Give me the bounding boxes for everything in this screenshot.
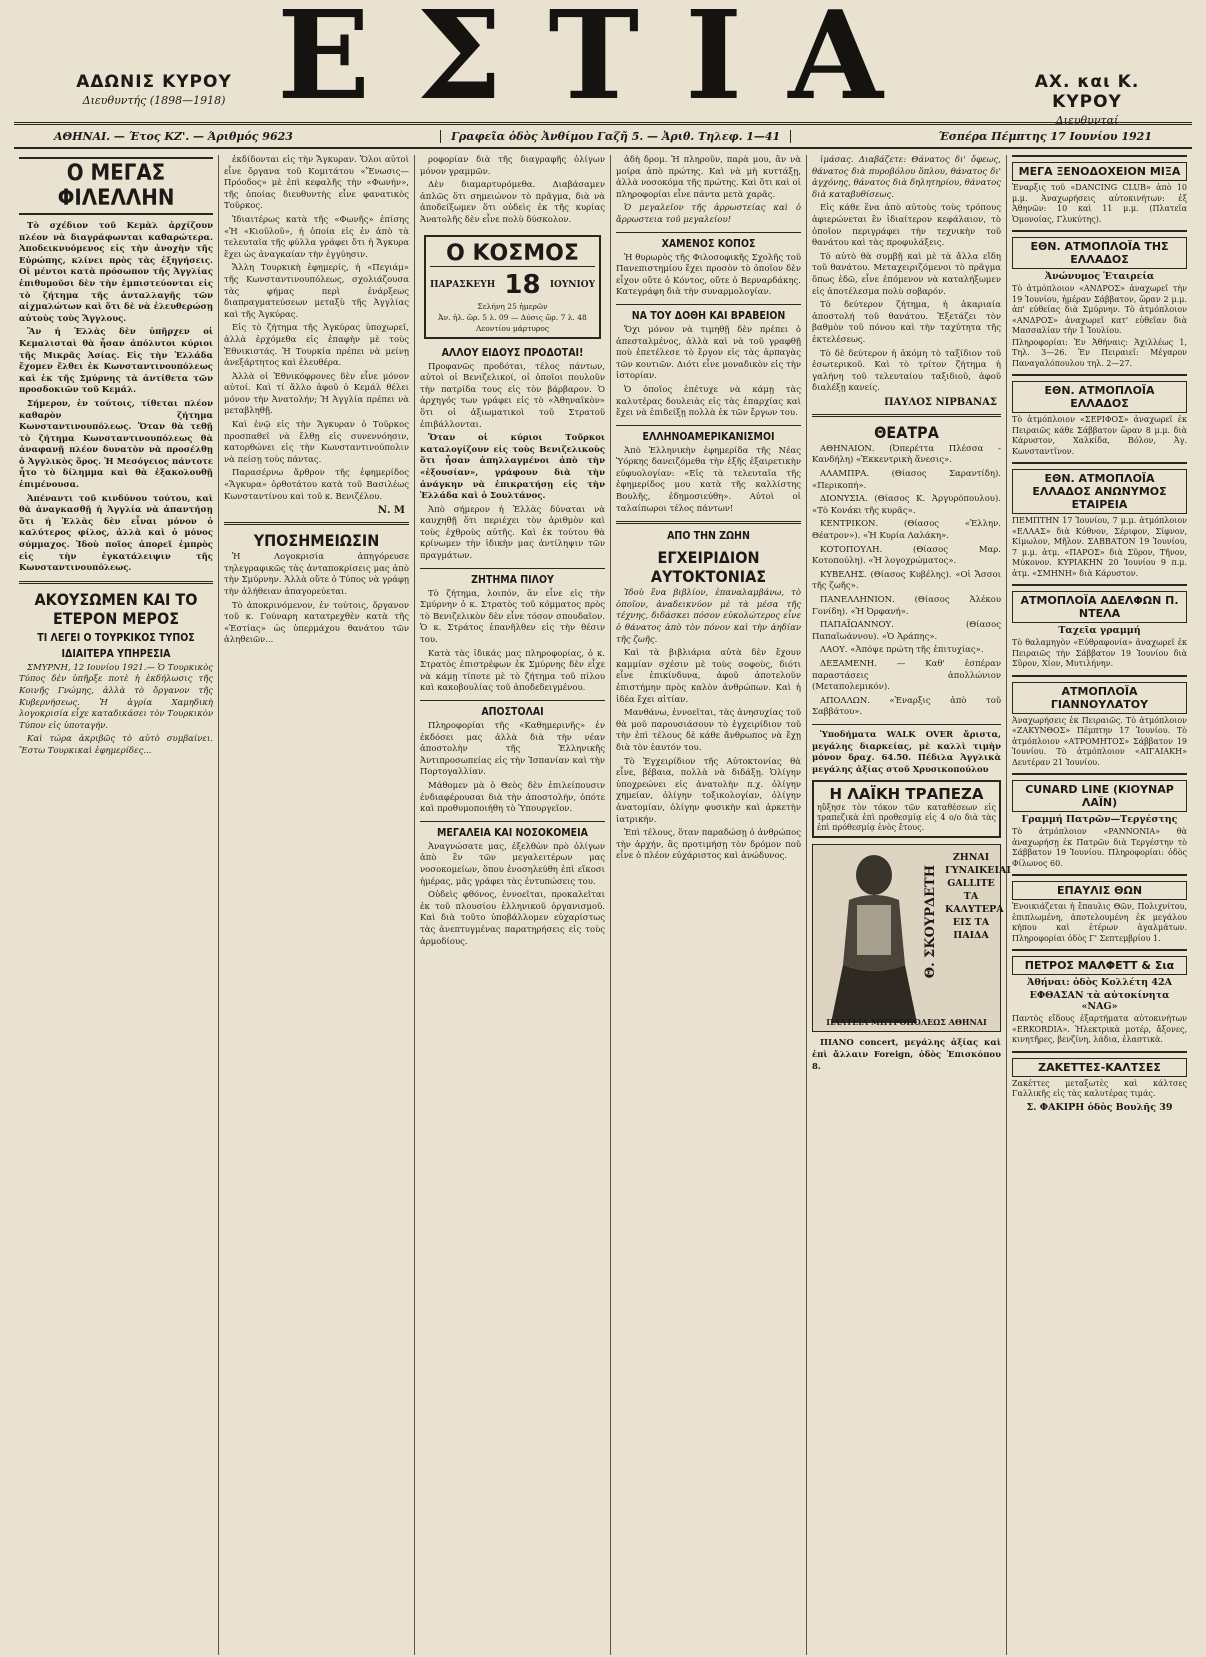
article-heading: Ο ΜΕΓΑΣ ΦΙΛΕΛΛΗΝ: [19, 157, 213, 215]
ad-text: Ἐναρξις τοῦ «DANCING CLUB» ἀπὸ 10 μ.μ. Ἀναχωρήσεις αὐτοκινήτων: ἐξ Ἀθηνῶν: 10 καὶ 11 μ.μ. (Πλατεῖα Ὁμονοίας, Γλυκύτης).: [1012, 183, 1187, 224]
bank-advertisement: [812, 780, 1001, 838]
calendar-date-number: 18: [504, 269, 541, 300]
ad-title: ΕΠΑΥΛΙΣ ΘΩΝ: [1012, 881, 1187, 900]
article-paragraph: ἀδὴ δρομ. Ἡ πληροῦν, παρὰ μου, ἂν νὰ μοίρα ἀπὸ πρώτης. Καὶ νὰ μὴ κυττάξῃ, ἀλλὰ νοσοκόμα τῆς πρώτης. Καὶ ὅτι καὶ οἱ πληροφορίαι εἶνε πάντα μετὰ χαρᾶς.: [616, 155, 801, 200]
column-2: [219, 155, 415, 1655]
article-paragraph: Ὄχι μόνον νὰ τιμηθῇ δὲν πρέπει ὁ ἀπεσταλμένος, ἀλλὰ καὶ νὰ τοῦ γραφθῇ ποὺ ἐπετέλεσε τὸ ἔργον εἰς τὰς ἁρπαγὰς τῶν κουτιῶν. Διότι εἶνε μοναδικὸν εἰς τὴν ἱστορίαν.: [616, 324, 801, 382]
ad-text: Τὸ ἀτμόπλοιον «ΑΝΔΡΟΣ» ἀναχωρεῖ τὴν 19 Ἰουνίου, ἡμέραν Σάββατον, ὥραν 2 μ.μ. ἀπ' εὐθείας διὰ Σμύρνην. Τὸ ἀτμόπλοιον «ΑΝΔΡΟΣ» ἀναχωρεῖ κατ' εὐθεῖαν διὰ Μασσαλίαν τὴν 1 Ἰουλίου.: [1012, 284, 1187, 335]
shipping-advertisement: [1012, 230, 1187, 374]
bank-name: Η ΛΑΪΚΗ ΤΡΑΠΕΖΑ: [829, 785, 984, 804]
theater-listing: ΔΕΞΑΜΕΝΗ. — Καθ' ἑσπέραν παραστάσεις ἀπολλώνιον (Μεταπολεμικόν).: [812, 658, 1001, 693]
theater-listing: ΛΑΟΥ. «Ἀπόψε πρώτη τῆς ἐπιτυχίας».: [820, 645, 984, 656]
article-heading: ΧΑΜΕΝΟΣ ΚΟΠΟΣ: [661, 237, 756, 250]
article-paragraph: Ὁ μεγαλεῖον τῆς ἀρρωστείας καὶ ὁ ἄρρωστεια τοῦ μεγαλείου!: [616, 203, 801, 225]
ad-subtitle: Ἀθήναι: ὁδὸς Κολλέτη 42Α: [1027, 977, 1172, 988]
article-paragraph: Τὸ δὲ δεύτερον ἡ ἀκόμη τὸ ταξίδιον τοῦ ἐσωτερικοῦ. Καὶ τὸ τρίτον ζήτημα ἡ γαλήνη τοῦ τελευταίου ταξιδιοῦ, ἀφοῦ διαλέξῃ κανείς.: [812, 348, 1001, 394]
shipping-advertisement: [1012, 675, 1187, 774]
founder-role: Διευθυντής (1898—1918): [82, 94, 226, 107]
article-paragraph: Ἀλλὰ οἱ Ἐθνικόφρονες δὲν εἶνε μόνον αὐτοί. Καὶ τί ἄλλο ἀφοῦ ὁ Κεμάλ θέλει μόνον τὴν Ἀνατολήν; Ἡ Ἀγγλία πρέπει νὰ μεταβληθῇ.: [224, 371, 409, 417]
ad-title: ΕΘΝ. ΑΤΜΟΠΛΟΪΑ ΕΛΛΑΔΟΣ ΑΝΩΝΥΜΟΣ ΕΤΑΙΡΕΙΑ: [1012, 469, 1187, 514]
shop-address: ΠΛΑΤΕΙΑ ΜΗΤΡΟΠΟΛΕΩΣ ΑΘΗΝΑΙ: [826, 1017, 987, 1028]
article-paragraph: Τὸ δεύτερον ζήτημα, ἡ ἀκαριαία ἀποστολή τοῦ θανάτου. Ἐξετάζει τὸν βαθμὸν τοῦ πόνου καὶ τὴν ταχύτητα τῆς ἐκτελέσεως.: [812, 300, 1001, 345]
article-paragraph: ΣΜΥΡΝΗ, 12 Ιουνίου 1921.— Ὁ Τουρκικὸς Τύπος δὲν ὑπῆρξε ποτὲ ἡ ἐκδήλωσις τῆς Κοινῆς Γνώμης, ἀλλὰ τὸ ὄργανον τῆς Κυβερνήσεως. Ἡ ἀγρία Χαμηδικὴ λογοκρισία εἶχε καταδικάσει τὸν Τουρκικὸν Τύπον εἰς ὑποταγήν.: [19, 662, 213, 731]
clothing-advertisement: [1012, 1051, 1187, 1119]
calendar-month: ΙΟΥΝΙΟΥ: [549, 279, 595, 290]
shipping-advertisement: [1012, 374, 1187, 462]
calendar-sun: Ἀν. ἡλ. ὥρ. 5 λ. 09 — Δύσις ὥρ. 7 λ. 48: [438, 312, 587, 322]
theater-listing: ΠΑΝΕΛΛΗΝΙΟΝ. (Θίασος Ἀλέκου Γονίδη). «Ἡ Ὀρφανή».: [812, 595, 1001, 617]
article-paragraph: ἐκδίδονται εἰς τὴν Ἄγκυραν. Ὅλοι αὐτοὶ εἶνε ὄργανα τοῦ Κομιτάτου «Ἕνωσις—Πρόοδος» μὲ ἐπὶ κεφαλῆς τὴν «Φωνήν», τῆς ὁποίας διευθυντὴς εἶνε φανατικὸς Τοῦρκος.: [224, 155, 409, 212]
article-heading: ΖΗΤΗΜΑ ΠΙΛΟΥ: [471, 573, 554, 586]
calendar-date-row: [430, 270, 595, 300]
article-paragraph: Κατὰ τὰς ἰδικάς μας πληροφορίας, ὁ κ. Στρατὸς ἐπιστρέφων ἐκ Σμύρνης δὲν εἶχε νὰ κάμῃ τίποτε μὲ τὸ ζήτημα τοῦ πίλου καὶ κακοβουλίας τοῦ ἀποδεδειγμένου.: [420, 648, 605, 694]
ad-text: Ἀναχωρήσεις ἐκ Πειραιῶς. Τὸ ἀτμόπλοιον «ΖΑΚΥΝΘΟΣ» Πέμπτην 17 Ἰουνίου. Τὸ ἀτμόπλοιον «ΑΤΡΟΜΗΤΟΣ» Σάββατον 19 Ἰουνίου. Τὸ ἀτμόπλοιον «ΑΙΓΑΙΑΚΗ» Δευτέραν 21 Ἰουνίου.: [1012, 715, 1187, 767]
article-paragraph: Ἀπὸ σήμερον ἡ Ἑλλὰς δύναται νὰ καυχηθῇ ὅτι περιέχει τὸν ἀριθμὸν καὶ τοὺς ἐχθροὺς αὐτῆς. Καὶ ἐκ τούτου θὰ κρίνωμεν τὴν ἰδικὴν μας ἀντίληψιν τῶν πραγμάτων.: [420, 504, 605, 562]
article-paragraph: Ἰδιαιτέρως κατὰ τῆς «Φωνῆς» ἐπίσης «Ἡ «Κιοῦλοῦ», ἡ ὁποία εἰς ἐν ἀπὸ τὰ τελευταῖα τῆς φύλλα γράφει ὅτι ἡ Ἄγκυρα ἔχει ὡς ἀναγκαίαν τὴν ἐγγύησιν.: [224, 214, 409, 260]
divider: [616, 304, 801, 305]
article-paragraph: Ἀπέναντι τοῦ κινδύνου τούτου, καὶ θὰ ἀναγκασθῇ ἡ Ἀγγλία νὰ ἀπαντήσῃ ὅτι ἡ Ἑλλὰς δὲν εἶναι μόνον ὁ καλύτερος φίλος, ἀλλὰ καὶ ὁ μόνος σύμμαχος. Ἰδοὺ ποῖος ἀπορεῖ ἐμπρὸς εἰς τὴν ἐγκατάλειψιν τῆς Κωνσταντινουπόλεως.: [19, 493, 213, 574]
article-paragraph: Σήμερον, ἐν τούτοις, τίθεται πλέον καθαρὸν ζήτημα Κωνσταντινουπόλεως. Ὅταν θὰ τεθῇ τὸ ζήτημα Κωνσταντινουπόλεως θὰ ἀναφανῇ πλέον δυνατὸν νὰ προσέλθῃ ὁ Ἀγγλικὸς ὅρος. Ἡ Μεσόγειος πάντοτε ἦτο τὸ δίλημμα καὶ θὰ ἐξακολουθῇ ἐπιμένουσα.: [19, 398, 213, 491]
shoe-advertisement: Ὑποδήματα WALK OVER ἄριστα, μεγάλης διαρκείας, μὲ καλλὶ τιμὴν μόνον δραχ. 64.50. Πέδιλα Ἀγγλικὰ μεγάλης ἀξίας στοῦ Χρυσικοπούλου: [812, 729, 1001, 775]
ad-text: Τὸ ἀτμόπλοιον «ΣΕΡΙΦΟΣ» ἀναχωρεῖ ἐκ Πειραιῶς κάθε Σάββατον ὥραν 8 μ.μ. διὰ Κάρυστον, Χαλκίδα, Βόλον, Ἀγ. Κωνσταντῖνον.: [1012, 415, 1187, 456]
ad-title: ΕΘΝ. ΑΤΜΟΠΛΟΪΑ ΕΛΛΑΔΟΣ: [1012, 381, 1187, 413]
ad-text: Παντὸς εἴδους ἐξαρτήματα αὐτοκινήτων «ERKORDIA». Ἠλεκτρικὰ μοτέρ, ἄξονες, κινητῆρες, βενζίνη, λάδια, ἐλαστικὰ.: [1012, 1014, 1187, 1044]
corset-advertisement: [812, 844, 1011, 1032]
shipping-advertisement: [1012, 773, 1187, 874]
article-paragraph: Μάθομεν μὰ ὁ Θεὸς δὲν ἐπιλείπουσιν ἐνδιαφέρουσαι διὰ τὴν ἀποστολήν, ὁπότε καὶ προθυμοποιήθη τὸ Ὑπουργεῖον.: [420, 780, 605, 815]
automobile-advertisement: [1012, 949, 1187, 1051]
ad-subtitle: Γραμμή Πατρῶν—Τεργέστης: [1021, 814, 1178, 825]
piano-advertisement: ΠΙΑΝΟ concert, μεγάλης ἀξίας καὶ ἐπὶ ἄλλαιν Foreign, ὁδὸς Ἐπισκόπου 8.: [812, 1038, 1001, 1072]
ad-info: Πληροφορίαι: Ἐν Ἀθήναις: Ἀχιλλέως 1, Τηλ. 3—26. Ἐν Πειραιεῖ: Μέγαρον Παναγαλόπουλου τηλ. 2—27.: [1012, 337, 1187, 368]
ad-title: ΠΕΤΡΟΣ ΜΑΛΦΕΤΤ & Σια: [1012, 956, 1187, 975]
article-heading: ΑΠΟΣΤΟΛΑΙ: [481, 706, 544, 718]
issue-date: Έσπέρα Πέμπτης 17 Ιουνίου 1921: [938, 129, 1152, 143]
article-paragraph: Προφανῶς προδόται, τέλος πάντων, αὐτοὶ οἱ Βενιζελικοί, οἱ ὁποῖοι πουλοῦν τὴν πατρίδα τους εἰς τὸν βάρβαρον. Ὁ ἀρχηγός των γράφει εἰς τὸ «Ἀθηναϊκὸν» ὅτι οἱ ἀξιωματικοὶ τοῦ Στρατοῦ ἐπιβάλλονται.: [420, 361, 605, 430]
newspaper-title: ΕΣΤΙΑ: [277, 0, 929, 127]
section-banner: ΑΠΟ ΤΗΝ ΖΩΗΝ: [667, 530, 750, 543]
theater-listing: ΑΠΟΛΛΩΝ. «Ἐναρξις ἀπὸ τοῦ Σαββάτου».: [812, 695, 1001, 718]
article-paragraph: Τὸ ἀποκρινόμενον, ἐν τούτοις, ὄργανον τοῦ κ. Γούναρη κατατρεχθὲν κατὰ τῆς «Ἑστίας» ὡς ὑπερμάχου θανάτου τῶν ἀληθειῶν...: [224, 600, 409, 646]
ad-title: ΖΑΚΕΤΤΕΣ-ΚΑΛΤΣΕΣ: [1012, 1058, 1187, 1077]
article-paragraph: Τὸ ζήτημα, λοιπόν, ἂν εἶνε εἰς τὴν Σμύρνην ὁ κ. Στρατὸς τοῦ κόμματος πρὸς τὸ Βενιζελικὸν δὲν εἶνε τόσον σπουδαῖον. Ὁ κ. Στράτος ἐπανῆλθεν εἰς τὴν θέσιν του.: [420, 588, 605, 646]
divider: [420, 568, 605, 569]
calendar-day: ΠΑΡΑΣΚΕΥΗ: [430, 279, 496, 290]
article-heading: ΑΛΛΟΥ ΕΙΔΟΥΣ ΠΡΟΔΟΤΑΙ!: [441, 346, 584, 359]
article-paragraph: Ὅταν οἱ κύριοι Τοῦρκοι καταλογίζουν εἰς τοὺς Βενιζελικοὺς ὅτι ἦσαν ἀπηλλαγμένοι ἀπὸ τὴν «ἐξουσίαν», γράφουν διὰ τὴν ἀνάγκην νὰ ἐπικρατήσῃ εἰς τὴν Ἑλλάδα καὶ ὁ Σουλτάνος.: [420, 433, 605, 502]
divider: [420, 821, 605, 822]
office-info: Γραφεῖα ὁδὸς Ἀνθίμου Γαζῆ 5. — Ἀριθ. Τηλεφ. 1—41: [440, 130, 791, 143]
column-6: [1007, 155, 1192, 1655]
corset-text: ΖΗΝΑΙ ΓΥΝΑΙΚΕΙΑΙ GALLITE ΤΑ ΚΑΛΥΤΕΡΑ ΕΙΣ ΤΑ ΠΑΙΔΑ: [945, 852, 1011, 942]
column-1: [14, 155, 219, 1655]
article-paragraph: Μανθάνω, ἐννοεῖται, τὰς ἀνησυχίας τοῦ θὰ μοῦ παρουσιάσουν τὸ ἐγχειρίδιον τοῦ τὴν ἐπὶ τέλους δὲ κάθε ἄνθρωπος νὰ ἔχῃ διὰ τὸν ἑαυτόν του.: [616, 708, 801, 753]
ad-subtitle: Ἀνώνυμος Ἑταιρεία: [1044, 271, 1155, 282]
article-subheading: ΙΔΙΑΙΤΕΡΑ ΥΠΗΡΕΣΙΑ: [61, 647, 171, 660]
theaters-heading: ΘΕΑΤΡΑ: [874, 422, 939, 442]
theater-listing: ΔΙΟΝΥΣΙΑ. (Θίασος Κ. Ἀργυρόπουλου). «Τὸ Κονάκι τῆς κυρᾶς».: [812, 494, 1001, 516]
column-4: [611, 155, 807, 1655]
article-paragraph: Ἂν ἡ Ἑλλὰς δὲν ὑπῆρχεν οἱ Κεμαλισταὶ θὰ ἦσαν ἀπόλυτοι κύριοι τῆς Μικρᾶς Ἀσίας. Εἰς τὴν Ἑλλάδα ἔχομεν ἔλθει ἐκ Κωνσταντινουπόλεως καὶ ἐκ τῆς Σμύρνης τὰ ἀντίθετα τῶν προσδοκιῶν τοῦ Κεμάλ.: [19, 327, 213, 396]
article-paragraph: Ἄλλη Τουρκικὴ ἐφημερίς, ἡ «Πεγιάμ» τῆς Κωνσταντινουπόλεως, σχολιάζουσα τὰς φήμας περὶ ἐνάρξεως διαπραγματεύσεων μεταξὺ τῆς Ἀγγλίας καὶ τῆς Ἀγκύρας.: [224, 263, 409, 320]
theater-listing: ΠΑΠΑΪΩΑΝΝΟΥ. (Θίασος Παπαϊωάννου). «Ὁ Ἀράπης».: [812, 620, 1001, 642]
article-paragraph: ροφορίαν διὰ τῆς διαγραφῆς ὀλίγων μόνον γραμμῶν.: [420, 155, 605, 177]
theater-listing: ΑΘΗΝΑΙΟΝ. (Ὀπερέττα Πλέσσα - Κανδήλη) «Ἐκκεντρικὴ ἄνεσις».: [812, 443, 1001, 466]
masthead: [14, 0, 1192, 127]
article-heading: ΜΕΓΑΛΕΙΑ ΚΑΙ ΝΟΣΟΚΟΜΕΙΑ: [437, 826, 588, 839]
article-paragraph: Ἀναγνώσατε μας, ἐξελθὼν πρὸ ὀλίγων ἀπὸ ἓν τῶν μεγαλειτέρων μας νοσοκομείων, ὅπου ἐνοσηλεύθη ἐπὶ εἴκοσι ἡμέρας, μᾶς γράφει τὰς ἐντυπώσεις του.: [420, 841, 605, 887]
article-heading: ΕΛΛΗΝΟΑΜΕΡΙΚΑΝΙΣΜΟΙ: [642, 430, 775, 443]
calendar-saint: Λεοντίου μάρτυρος: [475, 323, 550, 333]
article-paragraph: Ὁ ὁποῖος ἐπέτυχε νὰ κάμῃ τὰς καλυτέρας δουλειὰς εἰς τὰς ἐπαρχίας καὶ ἔχει νὰ ἐπιδείξῃ πολλὰ ἐκ τῶν ἔργων του.: [616, 384, 801, 419]
masthead-left: [69, 72, 239, 107]
ad-text: Τὸ θαλαμηγὸν «Εὐθραφονία» ἀναχωρεῖ ἐκ Πειραιῶς τὴν Σάββατον 19 Ἰουνίου διὰ Σῦρον, Χίον, Μυτιλήνην.: [1012, 638, 1187, 668]
article-paragraph: Ἡ Λογοκρισία ἀπηγόρευσε τηλεγραφικῶς τὰς ἀνταποκρίσεις μας ἀπὸ τὴν Σμύρνην. Ἀλλὰ οὔτε ὁ Τύπος νὰ γράφῃ τὴν ἀλήθειαν ἀπαγορεύεται.: [224, 552, 409, 597]
divider: [224, 522, 409, 525]
directors-name: ΑΧ. και Κ. ΚΥΡΟΥ: [1034, 72, 1140, 112]
ad-text: ΠΕΜΠΤΗΝ 17 Ἰουνίου, 7 μ.μ. ἀτμόπλοιον «ΕΛΛΑΣ» διὰ Κύθνον, Σέριφον, Σίφνον, Κίμωλον, Μῆλον. ΣΑΒΒΑΤΟΝ 19 Ἰουνίου, 7 μ.μ. ἀτμ. «ΠΑΡΟΣ» διὰ Σῦρον, Τῆνον, Μύκονον. ΚΥΡΙΑΚΗΝ 20 Ἰουνίου 9 π.μ. ἀτμ. «ΣΜΗΝΗ» διὰ Κάρυστον.: [1012, 516, 1187, 578]
villa-advertisement: [1012, 874, 1187, 949]
article-paragraph: Καὶ τώρα ἀκριβῶς τὸ αὐτὸ συμβαίνει. Ἔστω Τουρκικαὶ ἐφημερίδες...: [19, 734, 213, 756]
column-3: [415, 155, 611, 1655]
theater-listing: ΚΥΒΕΛΗΣ. (Θίασος Κυβέλης). «Οἱ Ἄσσοι τῆς ζωῆς».: [812, 569, 1001, 592]
article-heading: ΥΠΟΣΗΜΕΙΩΣΙΝ: [253, 531, 380, 551]
theater-listing: ΚΟΤΟΠΟΥΛΗ. (Θίασος Μαρ. Κοτοπούλη). «Ἡ λογοχρώματος».: [812, 544, 1001, 567]
column-5: [807, 155, 1011, 1655]
divider: [420, 700, 605, 701]
ad-text: Ἐνοικιάζεται ἡ ἔπαυλις Θῶν, Πολιχνίτου, ἐπιπλωμένη, ἀποτελουμένη ἐκ μεγάλου κήπου καὶ ἑτέρων ἀγαλμάτων. Πληροφορίαι ὁδὸς Γ' Σεπτεμβρίου 1.: [1012, 902, 1187, 943]
ad-subtitle: Ταχεῖα γραμμή: [1058, 625, 1141, 636]
article-signature: ΠΑΥΛΟΣ ΝΙΡΒΑΝΑΣ: [884, 396, 997, 408]
article-heading: ΕΓΧΕΙΡΙΔΙΟΝ ΑΥΤΟΚΤΟΝΙΑΣ: [650, 548, 767, 587]
founder-name: ΑΔΩΝΙΣ ΚΥΡΟΥ: [76, 72, 232, 92]
calendar-title: Ο ΚΟΣΜΟΣ: [430, 241, 595, 267]
article-paragraph: Καὶ τὰ βιβλιάρια αὐτὰ δὲν ἔχουν καμμίαν σχέσιν μὲ τοὺς σοφοὺς, διότι εἶνε ἐπικίνδυνα, ἀφοῦ ἀποτελοῦν ἐπιστήμην πρὸς καλὸν ἀνθρώπων. Καὶ ἡ ἰδέα ἔχει αἰτίαν.: [616, 648, 801, 705]
theater-listing: ΑΛΑΜΠΡΑ. (Θίασος Σαραντίδη). «Περικοπή».: [812, 469, 1001, 491]
columns: [14, 155, 1192, 1655]
divider: [616, 425, 801, 426]
article-paragraph: Οὐδεὶς φθόνος, ἐννοεῖται, προκαλεῖται ἐκ τοῦ πλουσίου ἑλληνικοῦ ὀργανισμοῦ. Καὶ διὰ τοῦτο ὑποβάλλομεν εὐχαρίστως τὰς ἀνεπτυγμένας παρατηρήσεις εἰς τοὺς ἁρμοδίους.: [420, 890, 605, 947]
article-signature: Ν. Μ: [377, 505, 405, 517]
ad-title: ΑΤΜΟΠΛΟΪΑ ΓΙΑΝΝΟΥΛΑΤΟΥ: [1012, 682, 1187, 714]
article-paragraph: Εἰς κάθε ἕνα ἀπὸ αὐτοὺς τοὺς τρόπους ἀφιερώνεται ἓν ἰδιαίτερον κεφάλαιον, τὸ ὁποῖον περιγράφει τὴν τεχνικὴν τοῦ θανάτου καὶ τὰς προφυλάξεις.: [812, 203, 1001, 249]
article-paragraph: Ἀπὸ Ἑλληνικὴν ἐφημερίδα τῆς Νέας Ὑόρκης δανειζόμεθα τὴν ἑξῆς ἐξαιρετικὴν εὐφυολογίαν: «Εἰς τὰ τελευταῖα τῆς ἐφημερίδος μου κατὰ τῆς καλλίστης Βουλῆς, ἐδημοσιεύθη». Αὐτοὶ οἱ ταλαίπωροι τέλος πάντων!: [616, 445, 801, 514]
ad-title: ΜΕΓΑ ΞΕΝΟΔΟΧΕΙΟΝ ΜΙΞΑ: [1012, 162, 1187, 181]
article-paragraph: Δὲν διαμαρτυρόμεθα. Διαβάσαμεν ἁπλῶς ὅτι σημειώνον τὸ πρᾶγμα, διὰ νὰ ἀποδείξωμεν ὅτι οὐδεὶς ἐκ τῆς κυρίας Ἀνατολῆς δὲν εἶνε πολὺ δύσκολον.: [420, 180, 605, 225]
article-paragraph: Τὸ αὐτὸ θὰ συμβῇ καὶ μὲ τὰ ἄλλα εἴδη τοῦ θανάτου. Μεταχειριζόμενοι τὸ πρᾶγμα ὅπως ἐδῶ, εἶνε ἐπόμενον νὰ καταλήξωμεν εἰς ἀποτέλεσμα πολὺ σοβαρόν.: [812, 251, 1001, 297]
directors-role: Διευθυνταί: [1055, 114, 1119, 127]
calendar-moon: Σελήνη 25 ἡμερῶν: [477, 301, 548, 311]
article-paragraph: Ἰδοὺ ἕνα βιβλίον, ἐπαναλαμβάνω, τὸ ὁποῖον, ἀναδεικνύον μὲ τὰ μέσα τῆς τέχνης, διδάσκει πόσον εὐκολώτερος εἶνε ὁ θάνατος ἀπὸ τὸν πόνον καὶ τὴν ἀηδίαν τῆς ζωῆς.: [616, 588, 801, 645]
shop-name-vertical: Θ. ΣΚΟΥΡΔΕΤΗ: [923, 865, 938, 979]
divider: [812, 724, 1001, 725]
article-paragraph: Παρασέρνω ἄρθρον τῆς ἐφημερίδος «Ἄγκυρα» ὀρθοτάτου κατὰ τοῦ Βασιλέως Κωνσταντίνου καὶ τοῦ κ. Βενιζέλου.: [224, 468, 409, 502]
article-paragraph: Ἡ θυρωρὸς τῆς Φιλοσοφικῆς Σχολῆς τοῦ Πανεπιστημίου ἔχει προσὸν τὸ ὁποῖον δὲν εἶχον οὔτε ὁ Κόντος, οὔτε ὁ Βερναρδάκης. Κατεγράφη διὰ τὴν συναρμολογίαν.: [616, 252, 801, 298]
divider: [19, 581, 213, 584]
bank-text: ηὔξησε τὸν τόκον τῶν καταθέσεων εἰς τραπεζικὰ ἐπὶ προθεσμίᾳ εἰς 4 ο/ο διὰ τὰς ἐπὶ πρόθεσμίᾳ ἑνὸς ἔτους.: [817, 803, 996, 833]
article-paragraph: Εἰς τὸ ζήτημα τῆς Ἀγκύρας ὑποχωρεῖ, ἀλλὰ ἐρχόμεθα εἰς ἐπαφὴν μὲ τοὺς Ἐθνικιστάς. Ἡ Τουρκία πρέπει νὰ μείνῃ ἀνεξάρτητος καὶ ἐλευθέρα.: [224, 323, 409, 369]
masthead-right: [1002, 72, 1172, 127]
article-heading: ΝΑ ΤΟΥ ΔΟΘΗ ΚΑΙ ΒΡΑΒΕΙΟΝ: [631, 309, 786, 322]
article-paragraph: Ἐπὶ τέλους, ὅταν παραδώσῃ ὁ ἀνθρώπος τὴν ἀρχήν, ἂς προτιμήσῃ τὸν δρόμον ποῦ εἶνε ὁ πλέον εὐχάριστος καὶ ἀνώδυνος.: [616, 828, 801, 862]
woman-illustration-icon: [819, 845, 929, 1031]
article-subheading: ΤΙ ΛΕΓΕΙ Ο ΤΟΥΡΚΙΚΟΣ ΤΥΠΟΣ: [37, 631, 195, 644]
article-heading: ΑΚΟΥΣΩΜΕΝ ΚΑΙ ΤΟ ΕΤΕΡΟΝ ΜΕΡΟΣ: [34, 589, 198, 628]
ad-text: Ζακέττες μεταξωτὲς καὶ κάλτσες Γαλλικῆς εἰς τὰς καλυτέρας τιμάς.: [1012, 1078, 1187, 1098]
divider: [616, 521, 801, 524]
shipping-advertisement: [1012, 584, 1187, 675]
ad-title: CUNARD LINE (ΚΙΟΥΝΑΡ ΛΑΪΝ): [1012, 780, 1187, 812]
ad-title: ΑΤΜΟΠΛΟΪΑ ΑΔΕΛΦΩΝ Π. ΝΤΕΛΑ: [1012, 591, 1187, 623]
ad-headline: ΕΦΘΑΣΑΝ τὰ αὐτοκίνητα «NAG»: [1029, 990, 1170, 1012]
ad-title: ΕΘΝ. ΑΤΜΟΠΛΟΪΑ ΤΗΣ ΕΛΛΑΔΟΣ: [1012, 237, 1187, 269]
shipping-advertisement: [1012, 462, 1187, 584]
article-paragraph: Πληροφορίαι τῆς «Καθημερινῆς» ἐν ἐκδόσει μας ἀλλὰ διὰ τὴν νέαν ἀποστολὴν τῆς Ἑλληνικῆς Ἀντιπροσωπείας εἰς τὴν Ἰσπανίαν καὶ τὴν Πορτογαλλίαν.: [420, 721, 605, 778]
article-paragraph: Τὸ σχέδιον τοῦ Κεμὰλ ἀρχίζουν πλέον νὰ διαγράφωνται καθαρώτερα. Ἀποδεικνυόμενος εἰς τὴν ἀνοχὴν τῆς Εὐρώπης, κλίνει πρὸς τὰς ἐξηγήσεις. Οἱ μέντοι κατὰ πρόσωπον τῆς Ἀγγλίας ἐπιθυμοῦσι δὲν τὴν ἐμπιστεύονται εἰς τὸ ζήτημα τῆς ἀνταλλαγῆς τῶν αἰχμαλώτων καὶ ὅτι δὲ νὰ ἐλευθερώσῃ αὐτοὺς τοὺς Ἄγγλους.: [19, 221, 213, 324]
divider: [812, 414, 1001, 417]
ad-signature: Σ. ΦΑΚΙΡΗ ὁδὸς Βουλῆς 39: [1026, 1101, 1173, 1113]
ad-text: Τὸ ἀτμόπλοιον «PANNONIA» θὰ ἀναχωρήσῃ ἐκ Πατρῶν διὰ Τεργέστην τὸ Σάββατον 19 Ἰουνίου. Πληροφορίαι: ὁδὸς Φίλωνος 60.: [1012, 827, 1187, 868]
article-paragraph: ἰμάσας. Διαβάζετε: Θάνατος δι' ὄφεως, θάνατος διὰ πυροβόλου ὅπλου, θάνατος δι' ἀγχόνης, θάνατος διὰ δηλητηρίου, θάνατος διὰ καταβυθίσεως.: [812, 155, 1001, 200]
hotel-advertisement: [1012, 155, 1187, 230]
theater-listing: ΚΕΝΤΡΙΚΟΝ. (Θίασος «Ἑλλην. Θέατρον»). «Ἡ Κυρία Λαλάκη».: [812, 519, 1001, 542]
issue-info: ΑΘΗΝΑΙ. — Έτος ΚΖ'. — Άριθμός 9623: [54, 129, 293, 143]
article-paragraph: Καὶ ἐνῷ εἰς τὴν Ἄγκυραν ὁ Τοῦρκος προσπαθεῖ νὰ ἔλθῃ εἰς συνεννόησιν, κατορθώνει εἰς τὴν Κωνσταντινούπολιν νὰ πείσῃ τοὺς πάντας.: [224, 420, 409, 465]
article-paragraph: Τὸ Ἐγχειρίδιον τῆς Αὐτοκτονίας θὰ εἶνε, βέβαια, πολλὰ νὰ διδάξῃ. Ὀλίγην ὑποχρεώνει εἰς ἀνατολὴν π.χ. ὀλίγην χημείαν, ὀλίγην τοξικολογίαν, ὀλίγην ἀνατομίαν, ὀλίγην φυσικὴν καὶ ἀρκετὴν ἱατρικήν.: [616, 756, 801, 825]
divider: [616, 232, 801, 233]
calendar-box: [424, 235, 601, 339]
